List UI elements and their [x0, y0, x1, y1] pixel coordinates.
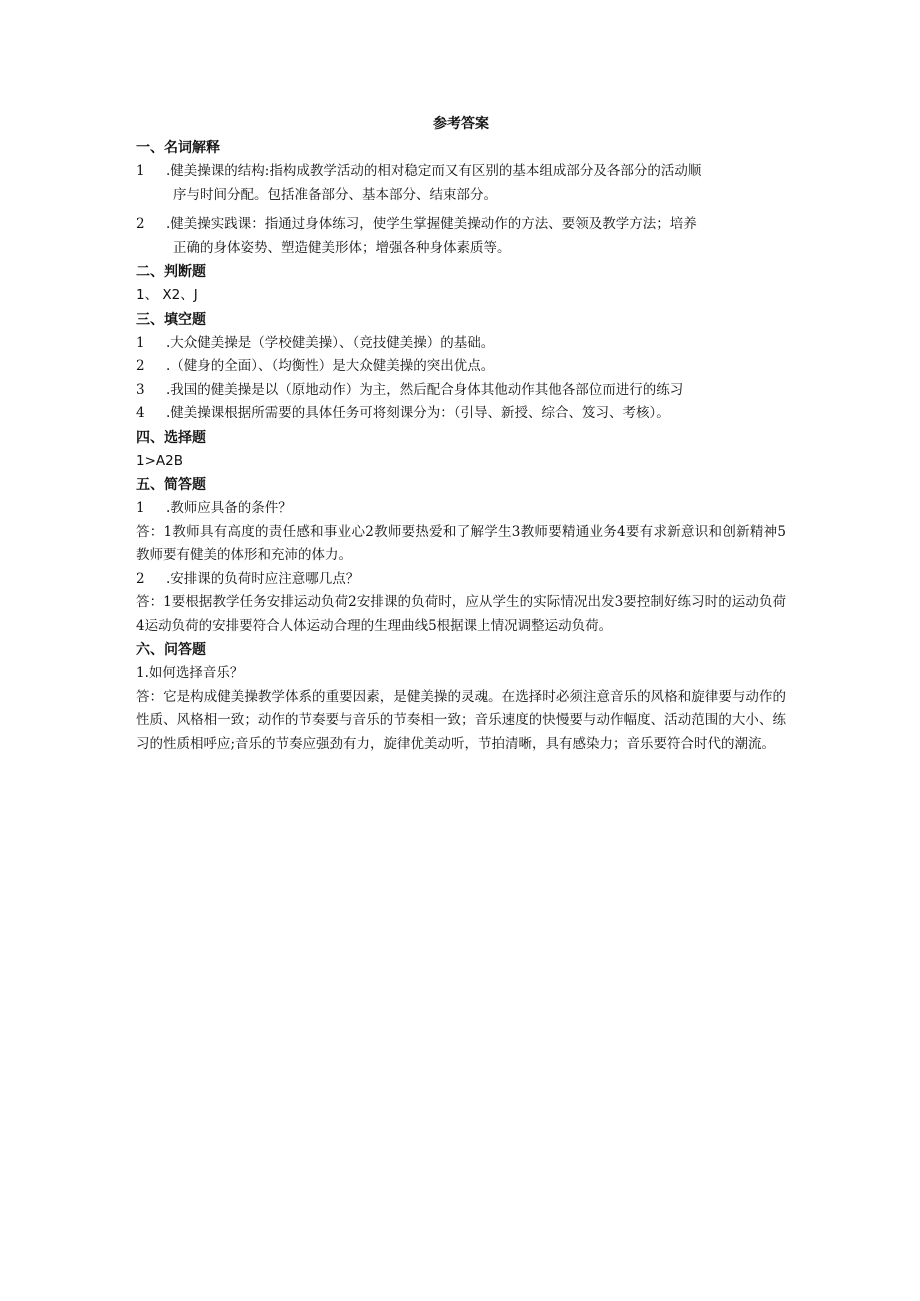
- multiple-choice-answers: 1>A2B: [136, 452, 183, 469]
- section-heading-definitions: 一、名词解释: [136, 140, 220, 156]
- item-number: 1: [136, 500, 145, 516]
- short-answer-question-1: [136, 497, 786, 521]
- item-text: .健美操课的结构:指构成教学活动的相对稳定而又有区别的基本组成部分及各部分的活动顺: [166, 163, 702, 179]
- short-answer-1: 答：1教师具有高度的责任感和事业心2教师要热爱和了解学生3教师要精通业务4要有求新意识和创新精神5教师要有健美的体形和充沛的体力。: [136, 523, 786, 563]
- item-text: .我国的健美操是以（原地动作）为主，然后配合身体其他动作其他各部位而进行的练习: [166, 381, 684, 398]
- item-text: .健美操课根据所需要的具体任务可将刻课分为：（引导、新授、综合、笈习、考核）。: [166, 405, 670, 421]
- item-text-continuation: 正确的身体姿势、塑造健美形体；增强各种身体素质等。: [173, 239, 511, 256]
- item-text: .教师应具备的条件？: [166, 500, 292, 516]
- item-text: .安排课的负荷时应注意哪几点？: [166, 570, 360, 587]
- fill-blank-item-4: [136, 402, 786, 426]
- fill-blank-item-1: [136, 332, 786, 356]
- true-false-answers: 1、 X2、J: [136, 287, 198, 303]
- item-text: .健美操实践课：指通过身体练习，使学生掌握健美操动作的方法、要领及教学方法；培养: [166, 216, 697, 232]
- item-number: 1: [136, 334, 145, 351]
- document-page: [136, 113, 786, 756]
- item-number: 2: [136, 570, 145, 587]
- definition-item-2: [136, 213, 786, 237]
- short-answer-2: 答：1要根据教学任务安排运动负荷2安排课的负荷时，应从学生的实际情况出发3要控制好练习时的运动负荷4运动负荷的安排要符合人体运动合理的生理曲线5根据课上情况调整运动负荷。: [136, 594, 786, 634]
- fill-blank-item-2: [136, 355, 786, 379]
- section-heading-short-answer: 五、简答题: [136, 477, 206, 493]
- item-number: 4: [136, 405, 145, 421]
- item-number: 2: [136, 216, 145, 232]
- document-title: 参考答案: [433, 116, 489, 132]
- item-text: .大众健美操是（学校健美操）、（竞技健美操）的基础。: [166, 334, 495, 351]
- section-heading-essay: 六、问答题: [136, 642, 206, 658]
- section-heading-true-false: 二、判断题: [136, 264, 206, 280]
- definition-item-1: [136, 160, 786, 184]
- essay-question-1: 1.如何选择音乐？: [136, 665, 244, 681]
- fill-blank-item-3: [136, 379, 786, 403]
- item-text-continuation: 序与时间分配。包括准备部分、基本部分、结束部分。: [173, 186, 497, 203]
- item-number: 1: [136, 163, 145, 179]
- item-number: 2: [136, 358, 145, 374]
- section-heading-multiple-choice: 四、选择题: [136, 429, 206, 446]
- essay-answer-1: 答：它是构成健美操教学体系的重要因素，是健美操的灵魂。在选择时必须注意音乐的风格和旋律要与动作的性质、风格相一致；动作的节奏要与音乐的节奏相一致；音乐速度的快慢要与动作幅度、活动范围的大小、练习的性质相呼应;音乐的节奏应强劲有力，旋律优美动听，节拍清晰，具有感染力；音乐要符合时代的潮流。: [136, 688, 786, 752]
- item-number: 3: [136, 381, 145, 398]
- section-heading-fill-blank: 三、填空题: [136, 311, 206, 328]
- item-text: .（健身的全面）、（均衡性）是大众健美操的突出优点。: [166, 358, 495, 374]
- short-answer-question-2: [136, 568, 786, 592]
